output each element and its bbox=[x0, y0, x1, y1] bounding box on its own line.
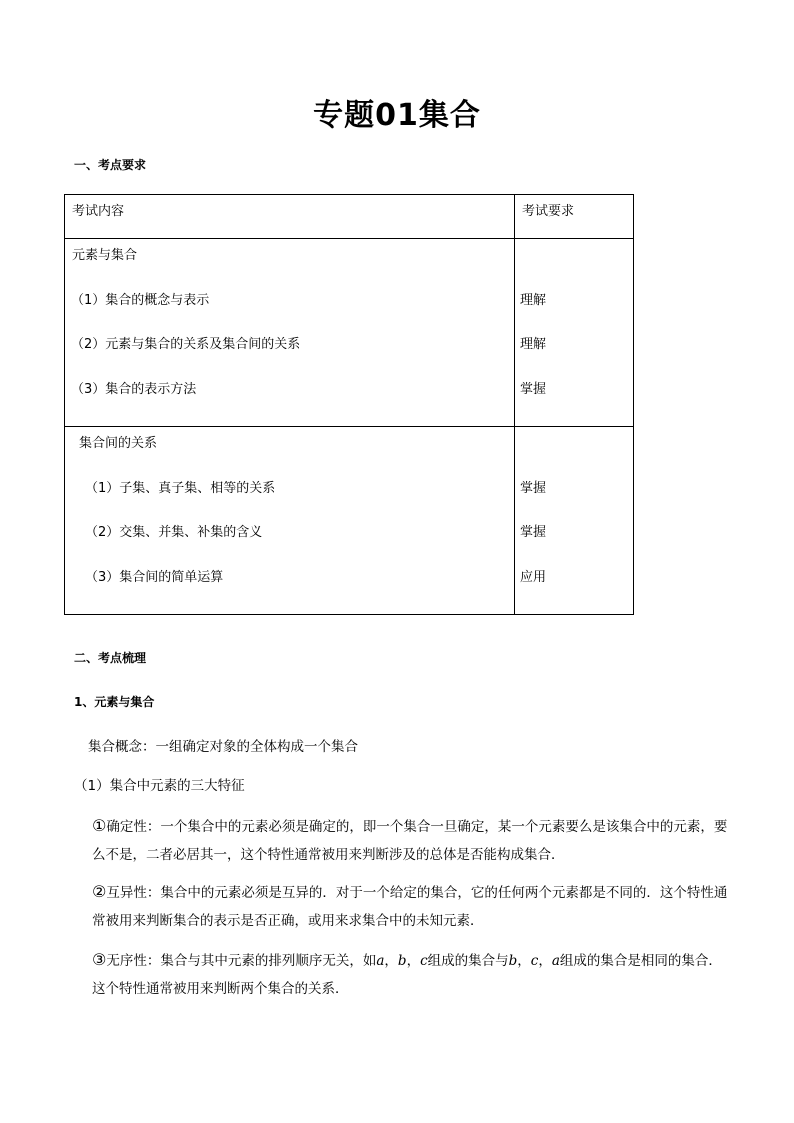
table-header-requirement: 考试要求 bbox=[515, 195, 634, 239]
item-content: （2）交集、并集、补集的含义 bbox=[85, 525, 263, 540]
separator: ， bbox=[538, 953, 552, 969]
item-content: （2）元素与集合的关系及集合间的关系 bbox=[71, 337, 301, 352]
separator: ， bbox=[406, 953, 421, 969]
separator: ， bbox=[384, 953, 398, 969]
feature-text: 互异性：集合中的元素必须是互异的．对于一个给定的集合，它的任何两个元素都是不同的．这个特性通常被用来判断集合的表示是否正确，或用来求集合中的未知元素． bbox=[92, 885, 728, 929]
table-cell-requirement bbox=[515, 239, 634, 427]
feature-paragraph bbox=[92, 946, 732, 1003]
item-requirement: 应用 bbox=[520, 569, 547, 585]
requirements-table bbox=[64, 194, 634, 615]
item-requirement: 理解 bbox=[520, 337, 547, 352]
section-heading-review: 二、考点梳理 bbox=[74, 651, 147, 665]
table-cell-content bbox=[65, 239, 515, 427]
variable: b bbox=[397, 953, 407, 969]
item-requirement: 掌握 bbox=[520, 525, 547, 540]
section-heading-requirements: 一、考点要求 bbox=[74, 158, 147, 172]
table-cell-requirement bbox=[515, 427, 634, 615]
variable: c bbox=[420, 953, 428, 969]
feature-text: 无序性：集合与其中元素的排列顺序无关，如 bbox=[106, 953, 377, 969]
feature-title: （1）集合中元素的三大特征 bbox=[74, 778, 245, 794]
page-title: 专题01集合 bbox=[313, 98, 481, 133]
item-requirement: 掌握 bbox=[520, 381, 547, 397]
variable: c bbox=[530, 953, 539, 969]
feature-number: ② bbox=[92, 882, 107, 901]
feature-text: 组成的集合与 bbox=[427, 953, 509, 969]
feature-number: ① bbox=[92, 816, 107, 835]
table-row bbox=[65, 239, 634, 427]
variable: b bbox=[508, 953, 518, 969]
variable: a bbox=[551, 953, 560, 969]
feature-number: ③ bbox=[92, 950, 107, 969]
group-name: 集合间的关系 bbox=[79, 436, 158, 451]
table-cell-content bbox=[65, 427, 515, 615]
variable: a bbox=[376, 953, 385, 969]
item-content: （1）集合的概念与表示 bbox=[71, 292, 210, 308]
item-content: （3）集合的表示方法 bbox=[71, 381, 197, 397]
table-header-row bbox=[65, 195, 634, 239]
concept-text: 集合概念：一组确定对象的全体构成一个集合 bbox=[88, 739, 358, 755]
separator: ， bbox=[517, 953, 531, 969]
table-header-content: 考试内容 bbox=[65, 195, 515, 239]
group-name: 元素与集合 bbox=[72, 248, 138, 263]
table-row bbox=[65, 427, 634, 615]
feature-text: 组成的集合是相同的集合．这个特性通常被用来判断两个集合的关系． bbox=[92, 953, 722, 997]
item-content: （3）集合间的简单运算 bbox=[85, 569, 224, 585]
item-requirement: 掌握 bbox=[520, 480, 547, 496]
item-requirement: 理解 bbox=[520, 292, 547, 308]
feature-paragraph bbox=[92, 812, 732, 869]
item-content: （1）子集、真子集、相等的关系 bbox=[85, 480, 276, 496]
feature-text: 确定性：一个集合中的元素必须是确定的，即一个集合一旦确定，某一个元素要么是该集合中的元素，要么不是，二者必居其一，这个特性通常被用来判断涉及的总体是否能构成集合． bbox=[92, 819, 728, 863]
subsection-heading: 1、元素与集合 bbox=[74, 695, 155, 709]
feature-paragraph bbox=[92, 878, 732, 935]
